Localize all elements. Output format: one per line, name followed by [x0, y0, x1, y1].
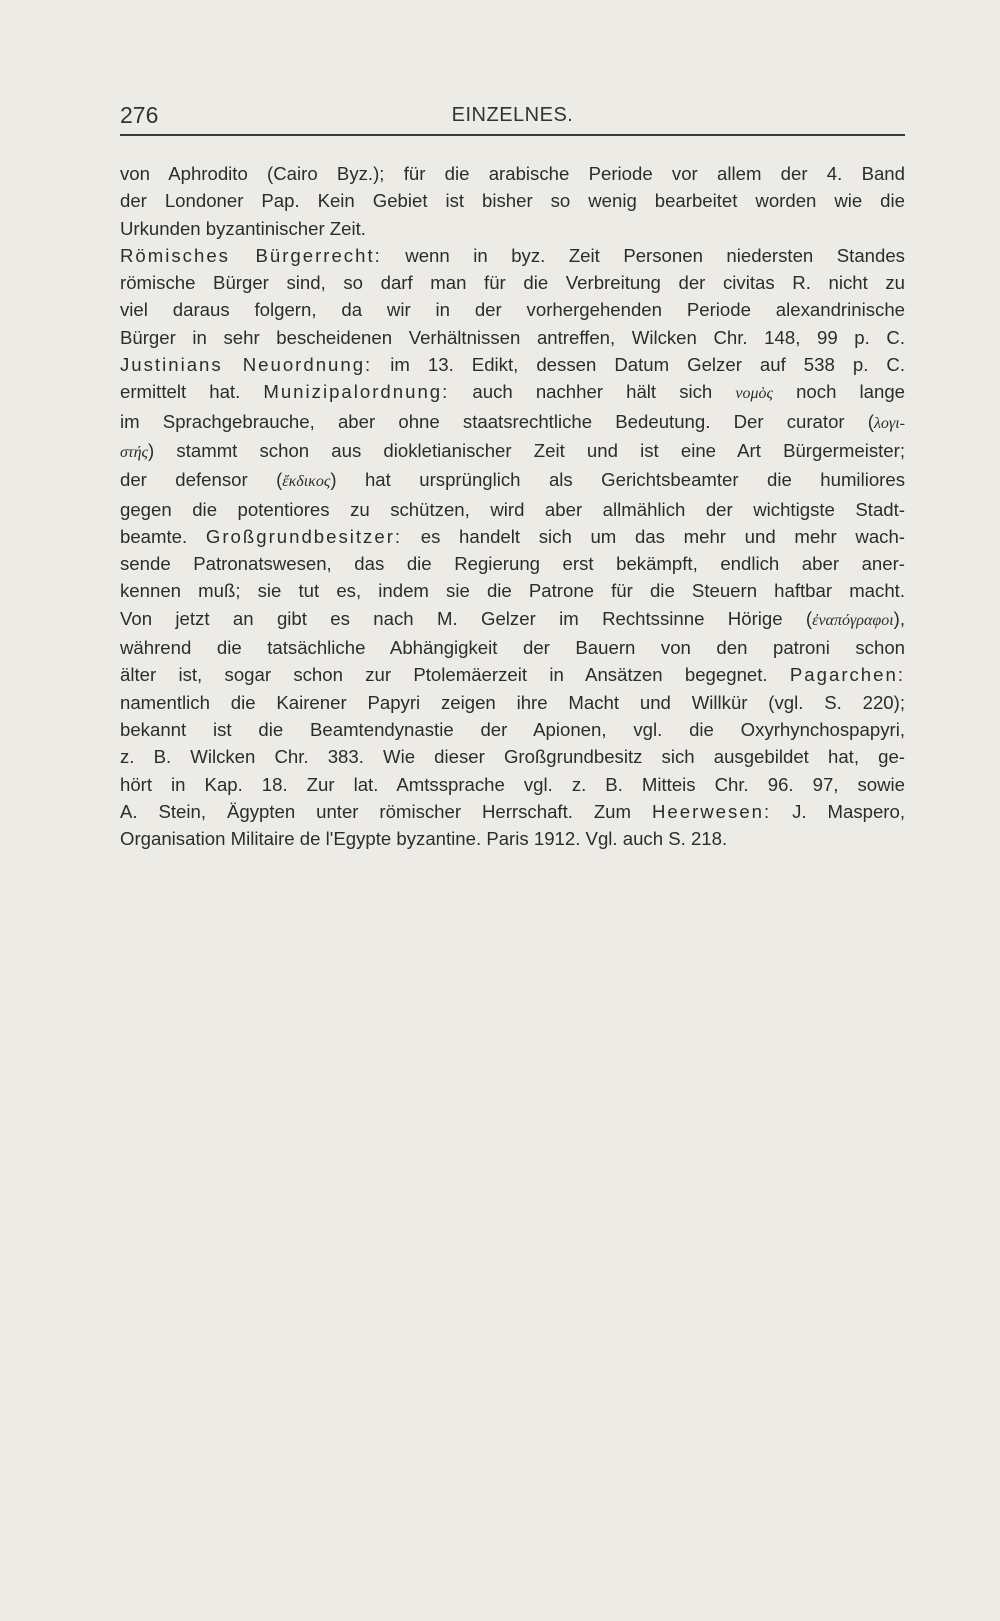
- text-line: [120, 605, 905, 634]
- text-segment: im 13. Edikt, dessen Datum Gelzer auf 538 p. C.: [372, 354, 905, 376]
- greek-term: ἐναπόγραφοι: [812, 611, 894, 629]
- page-number: 276: [120, 102, 159, 128]
- spaced-heading-text: Großgrundbesitzer:: [205, 525, 403, 547]
- text-segment: wenn in byz. Zeit Personen niedersten Standes: [381, 244, 905, 266]
- text-line: [120, 378, 905, 407]
- greek-term: λογι-: [873, 414, 905, 432]
- text-segment: z. B. Wilcken Chr. 383. Wie dieser Großgrundbesitz sich ausgebildet hat, ge-: [120, 746, 905, 768]
- text-line: [120, 577, 905, 604]
- text-segment: sende Patronatswesen, das die Regierung erst bekämpft, endlich aber aner-: [120, 553, 905, 575]
- text-segment: kennen muß; sie tut es, indem sie die Patrone für die Steuern haftbar macht.: [120, 580, 905, 602]
- text-line: [120, 324, 905, 351]
- text-line: [120, 466, 905, 495]
- text-segment: hört in Kap. 18. Zur lat. Amtssprache vgl. z. B. Mitteis Chr. 96. 97, sowie: [120, 773, 905, 795]
- spaced-heading-text: Pagarchen:: [789, 664, 905, 686]
- text-line: [120, 689, 905, 716]
- spaced-heading-text: Justinians Neuordnung:: [120, 354, 373, 376]
- text-segment: der defensor (: [120, 469, 283, 491]
- text-line: [120, 825, 905, 852]
- text-line: [120, 716, 905, 743]
- text-line: [120, 661, 905, 688]
- text-segment: Urkunden byzantinischer Zeit.: [120, 217, 366, 239]
- text-segment: auch nachher hält sich: [449, 381, 736, 403]
- text-line: [120, 296, 905, 323]
- text-segment: von Aphrodito (Cairo Byz.); für die arabische Periode vor allem der 4. Band: [120, 163, 905, 184]
- greek-term: ἔκδικος: [282, 473, 331, 491]
- text-line: [120, 408, 905, 437]
- text-segment: J. Maspero,: [771, 800, 905, 822]
- text-segment: noch lange: [772, 381, 905, 403]
- spaced-heading-text: Römisches Bürgerrecht:: [120, 244, 382, 266]
- running-head: EINZELNES.: [451, 104, 574, 126]
- text-line: [120, 523, 905, 550]
- spaced-heading-text: Heerwesen:: [651, 800, 772, 822]
- text-segment: älter ist, sogar schon zur Ptolemäerzeit in Ansätzen begegnet.: [120, 664, 790, 686]
- text-segment: ) stammt schon aus diokletianischer Zeit und ist eine Art Bürgermeister;: [148, 439, 905, 461]
- text-line: [120, 771, 905, 798]
- header-rule: [120, 134, 905, 136]
- greek-term: στής: [120, 443, 149, 461]
- body-text: [120, 160, 905, 852]
- text-segment: es handelt sich um das mehr und mehr wach-: [402, 525, 906, 547]
- text-line: [120, 437, 905, 466]
- spaced-heading-text: Munizipalordnung:: [263, 381, 450, 403]
- text-line: [120, 215, 905, 242]
- page-header: [120, 102, 905, 132]
- text-line: [120, 160, 905, 187]
- text-line: [120, 634, 905, 661]
- text-line: [120, 187, 905, 214]
- text-line: [120, 798, 905, 825]
- text-segment: viel daraus folgern, da wir in der vorhergehenden Periode alexandrinische: [120, 299, 905, 321]
- text-line: [120, 269, 905, 296]
- text-line: [120, 242, 905, 269]
- text-segment: während die tatsächliche Abhängigkeit der Bauern von den patroni schon: [120, 637, 905, 659]
- text-segment: A. Stein, Ägypten unter römischer Herrschaft. Zum: [120, 800, 652, 822]
- text-segment: Bürger in sehr bescheidenen Verhältnissen antreffen, Wilcken Chr. 148, 99 p. C.: [120, 326, 905, 348]
- greek-term: νομὸς: [735, 385, 773, 403]
- text-segment: namentlich die Kairener Papyri zeigen ihre Macht und Willkür (vgl. S. 220);: [120, 691, 905, 713]
- text-segment: ermittelt hat.: [120, 381, 264, 403]
- text-segment: ),: [893, 607, 905, 629]
- text-segment: der Londoner Pap. Kein Gebiet ist bisher so wenig bearbeitet worden wie die: [120, 190, 905, 212]
- text-segment: beamte.: [120, 525, 206, 547]
- text-segment: römische Bürger sind, so darf man für die Verbreitung der civitas R. nicht zu: [120, 272, 905, 294]
- text-segment: ) hat ursprünglich als Gerichtsbeamter die humiliores: [330, 469, 905, 491]
- text-line: [120, 743, 905, 770]
- text-line: [120, 550, 905, 577]
- text-segment: Organisation Militaire de l'Egypte byzantine. Paris 1912. Vgl. auch S. 218.: [120, 828, 728, 850]
- text-segment: Von jetzt an gibt es nach M. Gelzer im Rechtssinne Hörige (: [120, 607, 813, 629]
- text-segment: gegen die potentiores zu schützen, wird aber allmählich der wichtigste Stadt-: [120, 498, 905, 520]
- text-line: [120, 496, 905, 523]
- text-line: [120, 351, 905, 378]
- text-segment: bekannt ist die Beamtendynastie der Apionen, vgl. die Oxyrhynchospapyri,: [120, 718, 905, 740]
- text-segment: im Sprachgebrauche, aber ohne staatsrechtliche Bedeutung. Der curator (: [120, 410, 874, 432]
